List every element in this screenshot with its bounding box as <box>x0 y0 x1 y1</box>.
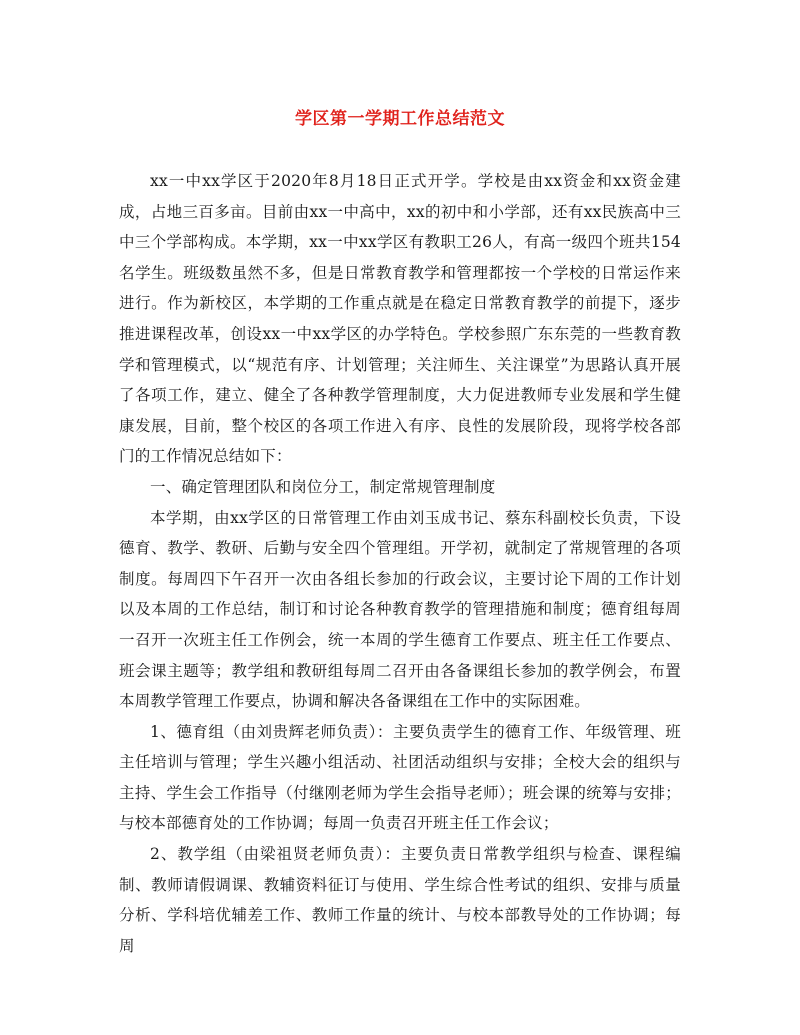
intro-paragraph: xx一中xx学区于2020年8月18日正式开学。学校是由xx资金和xx资金建成，占地三百多亩。目前由xx一中高中，xx的初中和小学部，还有xx民族高中三中三个学部构成。本学期，xx一中xx学区有教职工26人，有高一级四个班共154名学生。班级数虽然不多，但是日常教育教学和管理都按一个学校的日常运作来进行。作为新校区，本学期的工作重点就是在稳定日常教育教学的前提下，逐步推进课程改革，创设xx一中xx学区的办学特色。学校参照广东东莞的一些教育教学和管理模式，以“规范有序、计划管理；关注师生、关注课堂”为思路认真开展了各项工作，建立、健全了各种教学管理制度，大力促进教师专业发展和学生健康发展，目前，整个校区的各项工作进入有序、良性的发展阶段，现将学校各部门的工作情况总结如下： <box>119 172 681 466</box>
teaching-group-paragraph: 2、教学组（由梁祖贤老师负责）：主要负责日常教学组织与检查、课程编制、教师请假调课、教辅资料征订与使用、学生综合性考试的组织、安排与质量分析、学科培优辅差工作、教师工作量的统计、与校本部教导处的工作协调；每周 <box>119 845 681 955</box>
document-title: 学区第一学期工作总结范文 <box>295 109 505 129</box>
moral-education-paragraph: 1、德育组（由刘贵辉老师负责）：主要负责学生的德育工作、年级管理、班主任培训与管理；学生兴趣小组活动、社团活动组织与安排；全校大会的组织与主持、学生会工作指导（付继刚老师为学生会指导老师）；班会课的统筹与安排；与校本部德育处的工作协调；每周一负责召开班主任工作会议； <box>119 722 681 833</box>
document-body <box>119 166 681 961</box>
management-paragraph: 本学期，由xx学区的日常管理工作由刘玉成书记、蔡东科副校长负责，下设德育、教学、教研、后勤与安全四个管理组。开学初，就制定了常规管理的各项制度。每周四下午召开一次由各组长参加的行政会议，主要讨论下周的工作计划以及本周的工作总结，制订和讨论各种教育教学的管理措施和制度；德育组每周一召开一次班主任工作例会，统一本周的学生德育工作要点、班主任工作要点、班会课主题等；教学组和教研组每周二召开由各备课组长参加的教学例会，布置本周教学管理工作要点，协调和解决各备课组在工作中的实际困难。 <box>119 508 681 711</box>
section-heading-management: 一、确定管理团队和岗位分工，制定常规管理制度 <box>150 477 496 496</box>
